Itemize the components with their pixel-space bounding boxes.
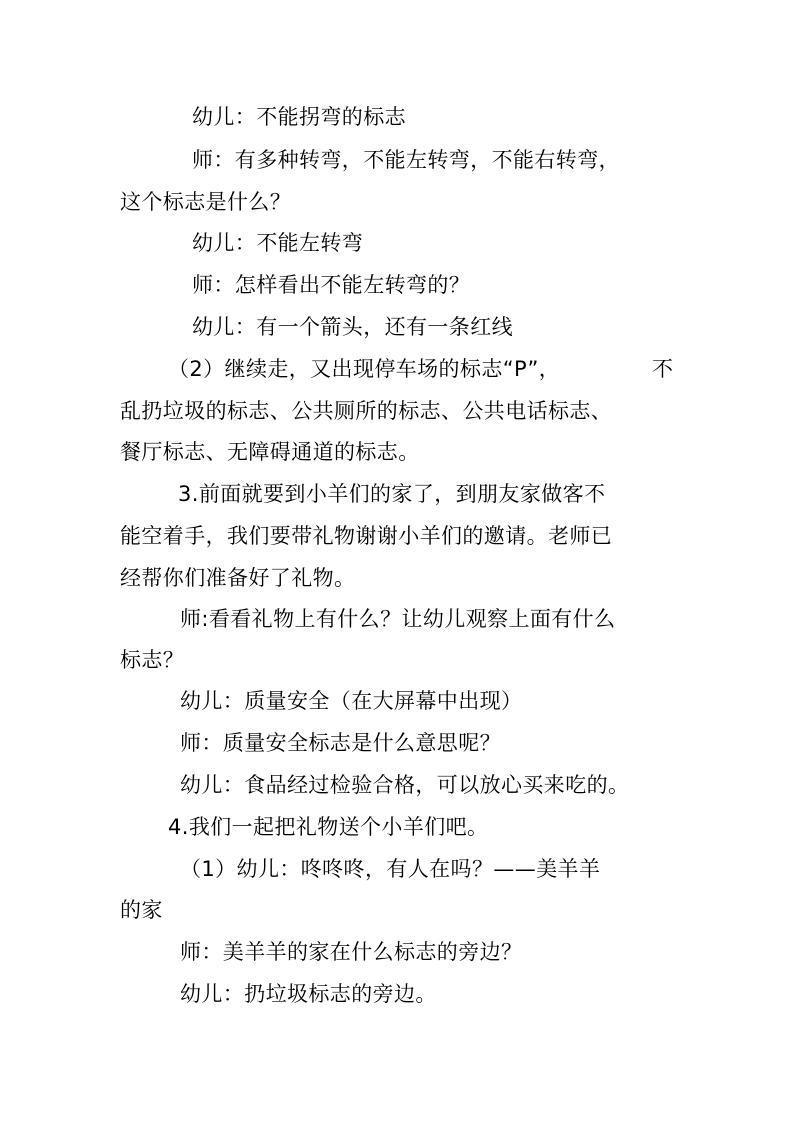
text-line: 能空着手，我们要带礼物谢谢小羊们的邀请。老师已: [120, 524, 613, 548]
text-line: 4.我们一起把礼物送个小羊们吧。: [168, 815, 489, 839]
text-line: 餐厅标志、无障碍通道的标志。: [120, 440, 420, 464]
text-line: 经帮你们准备好了礼物。: [120, 566, 356, 590]
text-line: 幼儿：有一个箭头，还有一条红线: [192, 315, 513, 339]
text-line: 3.前面就要到小羊们的家了，到朋友家做客不: [178, 482, 606, 506]
text-line: 幼儿：质量安全（在大屏幕中出现）: [180, 689, 523, 713]
text-line: 师:看看礼物上有什么？让幼儿观察上面有什么: [180, 607, 616, 631]
text-line: 幼儿：不能左转弯: [192, 231, 364, 255]
text-line: 这个标志是什么？: [120, 190, 292, 214]
text-line: 的家: [120, 898, 163, 922]
text-line: 幼儿：扔垃圾标志的旁边。: [180, 982, 437, 1006]
text-line: 标志？: [120, 648, 185, 672]
text-line: 师：质量安全标志是什么意思呢？: [180, 731, 501, 755]
text-line: 幼儿：不能拐弯的标志: [192, 105, 406, 129]
text-line: 乱扔垃圾的标志、公共厕所的标志、公共电话标志、: [120, 399, 613, 423]
text-line: （2）继续走，又出现停车场的标志“P”，: [168, 357, 561, 381]
text-line: 师：美羊羊的家在什么标志的旁边？: [180, 940, 523, 964]
text-line: （1）幼儿：咚咚咚，有人在吗？——美羊羊: [180, 857, 601, 881]
text-line: 不: [652, 357, 674, 381]
text-line: 师：怎样看出不能左转弯的？: [192, 273, 471, 297]
text-line: 幼儿：食品经过检验合格，可以放心买来吃的。: [180, 773, 630, 797]
text-line: 师：有多种转弯，不能左转弯，不能右转弯，: [192, 148, 620, 172]
